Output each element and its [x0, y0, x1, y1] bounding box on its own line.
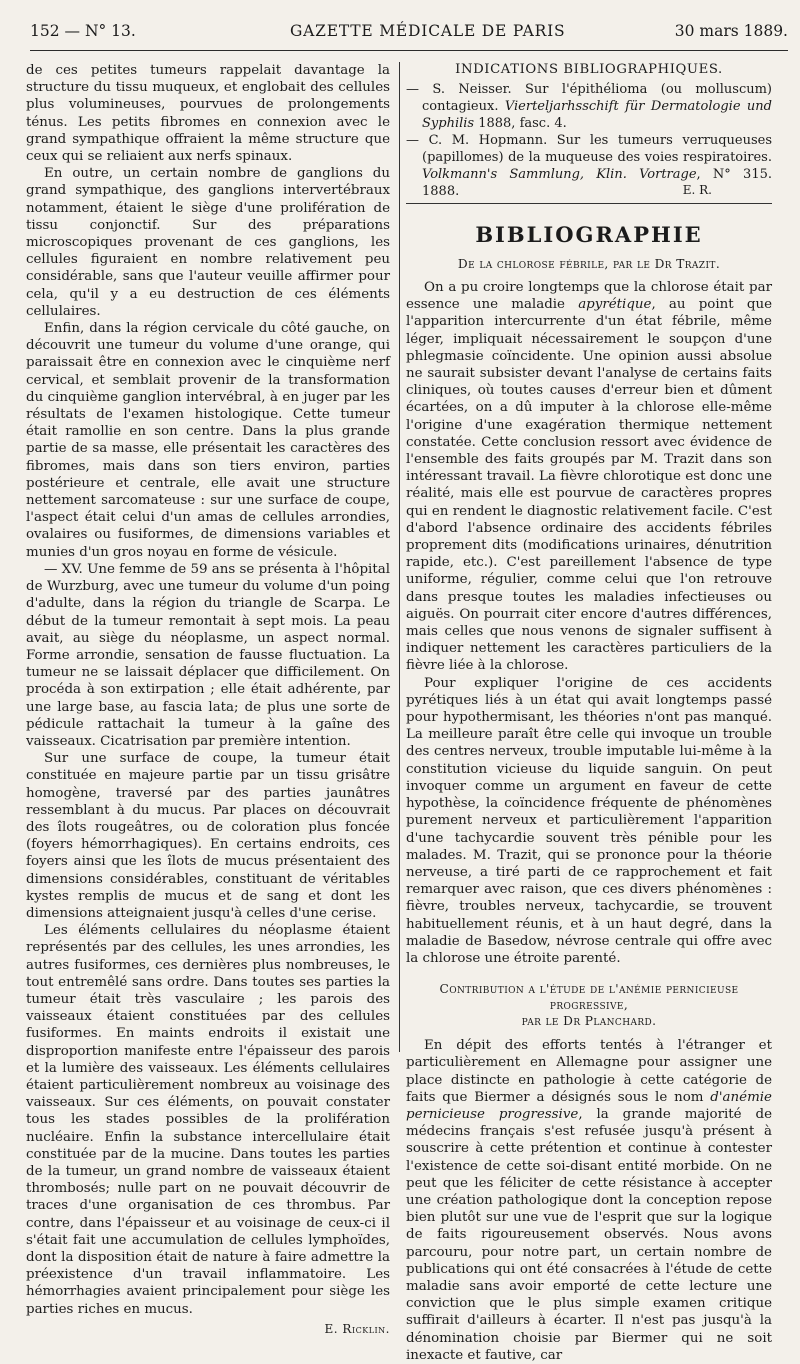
paragraph: — XV. Une femme de 59 ans se présenta à l'hôpital de Wurzburg, avec une tumeur du volume d'un poing d'adulte, dans la région du triangle de Scarpa. Le début de la tumeur remontait à sept mois. La peau avait, au siège du néoplasme, un aspect normal. Forme arrondie, sensation de fausse fluctuation. La tumeur ne se laissait déplacer que difficilement. On procéda à son extirpation ; elle était adhérente, par une large base, au fascia lata; de plus une sorte de pédicule rattachait la tumeur à la gaîne des vaisseaux. Cicatrisation par première intention.: [26, 561, 390, 749]
paragraph: [406, 279, 772, 675]
page-number: 152 — N° 13.: [30, 22, 136, 40]
reference-source: Volkmann's Sammlung, Klin. Vortrage: [422, 167, 697, 182]
paragraph: [406, 1037, 772, 1364]
text-run: En dépit des efforts tentés à l'étranger et particulièrement en Allemagne pour assigner une place distincte en pathologie à cette catégorie de faits que Biermer a désignés sous le nom: [406, 1038, 772, 1105]
issue-date: 30 mars 1889.: [674, 22, 788, 40]
article-heading-line: Contribution a l'étude de l'anémie pernicieuse progressive,: [439, 982, 739, 1013]
emphasis-text: apyrétique: [578, 297, 652, 313]
paragraph: Les éléments cellulaires du néoplasme étaient représentés par des cellules, les unes arrondies, les autres fusiformes, ces dernières plus nombreuses, le tout entremêlé sans ordre. Dans toutes ses parties la tumeur était très vasculaire ; les parois des vaisseaux étaient constituées par des cellules fusiformes. En maints endroits il existait une disproportion manifeste entre l'épaisseur des parois et la lumière des vaisseaux. Les éléments cellulaires étaient particulièrement nombreux au voisinage des vaisseaux. Sur ces éléments, on pouvait constater tous les stades possibles de la prolifération nucléaire. Enfin la substance intercellulaire était constituée par de la mucine. Dans toutes les parties de la tumeur, un grand nombre de vaisseaux étaient thrombosés; nulle part on ne pouvait découvrir de traces d'une organisation de ces thrombus. Par contre, dans l'épaisseur et au voisinage de ceux-ci il s'était fait une accumulation de cellules lymphoïdes, dont la disposition était de nature à faire admettre la préexistence d'un travail inflammatoire. Les hémorrhagies avaient principalement pour siège les parties riches en mucus.: [26, 923, 390, 1317]
emphasis-text: d'anémie pernicieuse progressive: [406, 1089, 772, 1122]
text-run: , au point que l'apparition intercurrente d'un état fébrile, même léger, impliquait nécessairement le soupçon d'une phlegmasie coïncidente. Une opinion aussi absolue ne saurait subsister devant l'analyse de certains faits cliniques, où toutes causes d'erreur bien et dûment écartées, on a dû imputer à la chlorose elle-même l'origine d'une exagération thermique nettement constatée. Cette conclusion ressort avec évidence de l'ensemble des faits groupés par M. Trazit dans son intéressant travail. La fièvre chlorotique est donc une réalité, mais elle est pourvue de caractères propres qui en rendent le diagnostic relativement facile. C'est d'abord l'absence ordinaire des accidents fébriles proprement dits (modifications urinaires, dénutrition rapide, etc.). C'est pareillement l'absence de type uniforme, régulier, comme celui que l'on retrouve dans presque toutes les maladies infectieuses ou aiguës. On pourrait citer encore d'autres différences, mais celles que nous venons de signaler suffisent à indiquer nettement les caractères particuliers de la fièvre liée à la chlorose.: [406, 297, 772, 674]
text-run: On a pu croire longtemps que la chlorose était par essence une maladie: [406, 280, 772, 313]
page-header: [30, 20, 788, 51]
column-divider: [399, 62, 400, 1052]
article-heading-author: par le Dr Planchard.: [521, 1014, 657, 1029]
journal-title: GAZETTE MÉDICALE DE PARIS: [290, 22, 566, 40]
reference-text: — S. Neisser. Sur l'épithélioma (ou molluscum) contagieux.: [406, 82, 772, 114]
indications-heading: INDICATIONS BIBLIOGRAPHIQUES.: [455, 62, 723, 77]
bibliographie-heading: BIBLIOGRAPHIE: [475, 222, 703, 247]
text-run: , la grande majorité de médecins français s'est refusée jusqu'à présent à souscrire à cette prétention et continue à contester l'existence de cette soi-disant entité morbide. On ne peut que les féliciter de cette résistance à accepter une création pathologique dont la conception repose bien plutôt sur une vue de l'esprit que sur la logique de faits rigoureusement observés. Nous avons parcouru, pour notre part, un certain nombre de publications qui ont été consacrées à l'étude de cette maladie sans avoir emporté de cette lecture une conviction que le plus simple examen critique suffirait d'ailleurs à écarter. Il n'est pas jusqu'à la dénomination choisie par Biermer qui ne soit inexacte et fautive, car: [406, 1106, 772, 1363]
paragraph: Enfin, dans la région cervicale du côté gauche, on découvrit une tumeur du volume d'une orange, qui paraissait être en connexion avec le cinquième nerf cervical, et semblait provenir de la transformation du cinquième ganglion intervébral, à en juger par les résultats de l'examen histologique. Cette tumeur était ramollie en son centre. Dans la plus grande partie de sa masse, elle présentait les caractères des fibromes, mais dans son tiers environ, parties postérieure et centrale, elle avait une structure nettement sarcomateuse : sur une surface de coupe, l'aspect était celui d'un amas de cellules arrondies, ovalaires ou fusiformes, de dimensions variables et munies d'un gros noyau en forme de vésicule.: [26, 321, 390, 560]
article-heading: [406, 981, 772, 1029]
left-column: [26, 62, 390, 1336]
reference-source: Vierteljarhsschift für Dermatologie und Syphilis: [422, 99, 772, 131]
reference-details: , N° 315. 1888.: [422, 167, 772, 199]
section-divider: [406, 203, 772, 204]
paragraph: Pour expliquer l'origine de ces accidents pyrétiques liés à un état qui avait longtemps passé pour hypothermisant, les théories n'ont pas manqué. La meilleure paraît être celle qui invoque un trouble des centres nerveux, trouble imputable lui-même à la constitution vicieuse du liquide sanguin. On peut invoquer comme un argument en faveur de cette hypothèse, la coïncidence fréquente de phénomènes purement nerveux et particulièrement l'apparition d'une tachycardie souvent très pénible pour les malades. M. Trazit, qui se prononce pour la théorie nerveuse, a tiré parti de ce rapprochement et fait remarquer avec raison, que ces divers phénomènes : fièvre, troubles nerveux, tachycardie, se trouvent habituellement réunis, et à un haut degré, dans la maladie de Basedow, névrose centrale qui offre avec la chlorose une étroite parenté.: [406, 675, 772, 966]
paragraph: En outre, un certain nombre de ganglions du grand sympathique, des ganglions intervertébraux notamment, étaient le siège d'une prolifération de tissu conjonctif. Sur des préparations microscopiques provenant de ces ganglions, les cellules figuraient en nombre relativement peu considérable, sans que l'auteur veuille affirmer pour cela, qu'il y a eu destruction de ces éléments cellulaires.: [26, 166, 390, 319]
reference-text: — C. M. Hopmann. Sur les tumeurs verruqueuses (papillomes) de la muqueuse des voies respiratoires.: [406, 133, 772, 165]
right-column: [406, 62, 772, 1364]
reference-item: [406, 81, 772, 132]
references-signature: E. R.: [682, 183, 712, 197]
reference-details: 1888, fasc. 4.: [474, 116, 567, 131]
paragraph: Sur une surface de coupe, la tumeur était constituée en majeure partie par un tissu grisâtre homogène, traversé par des parties jaunâtres ressemblant à du mucus. Par places on découvrait des îlots rougeâtres, ou de coloration plus foncée (foyers hémorrhagiques). En certains endroits, ces foyers ainsi que les îlots de mucus présentaient des dimensions considérables, constituant de véritables kystes remplis de mucus et de sang et dont les dimensions atteignaient jusqu'à celles d'une cerise.: [26, 751, 390, 921]
article-heading: De la chlorose fébrile, par le Dr Trazit.: [457, 257, 721, 271]
paragraph: de ces petites tumeurs rappelait davantage la structure du tissu muqueux, et englobait des cellules plus volumineuses, pourvues de prolongements ténus. Les petits fibromes en connexion avec le grand sympathique offraient la même structure que ceux qui se reliaient aux nerfs spinaux.: [26, 63, 390, 165]
author-signature: E. Ricklin.: [324, 1321, 390, 1336]
